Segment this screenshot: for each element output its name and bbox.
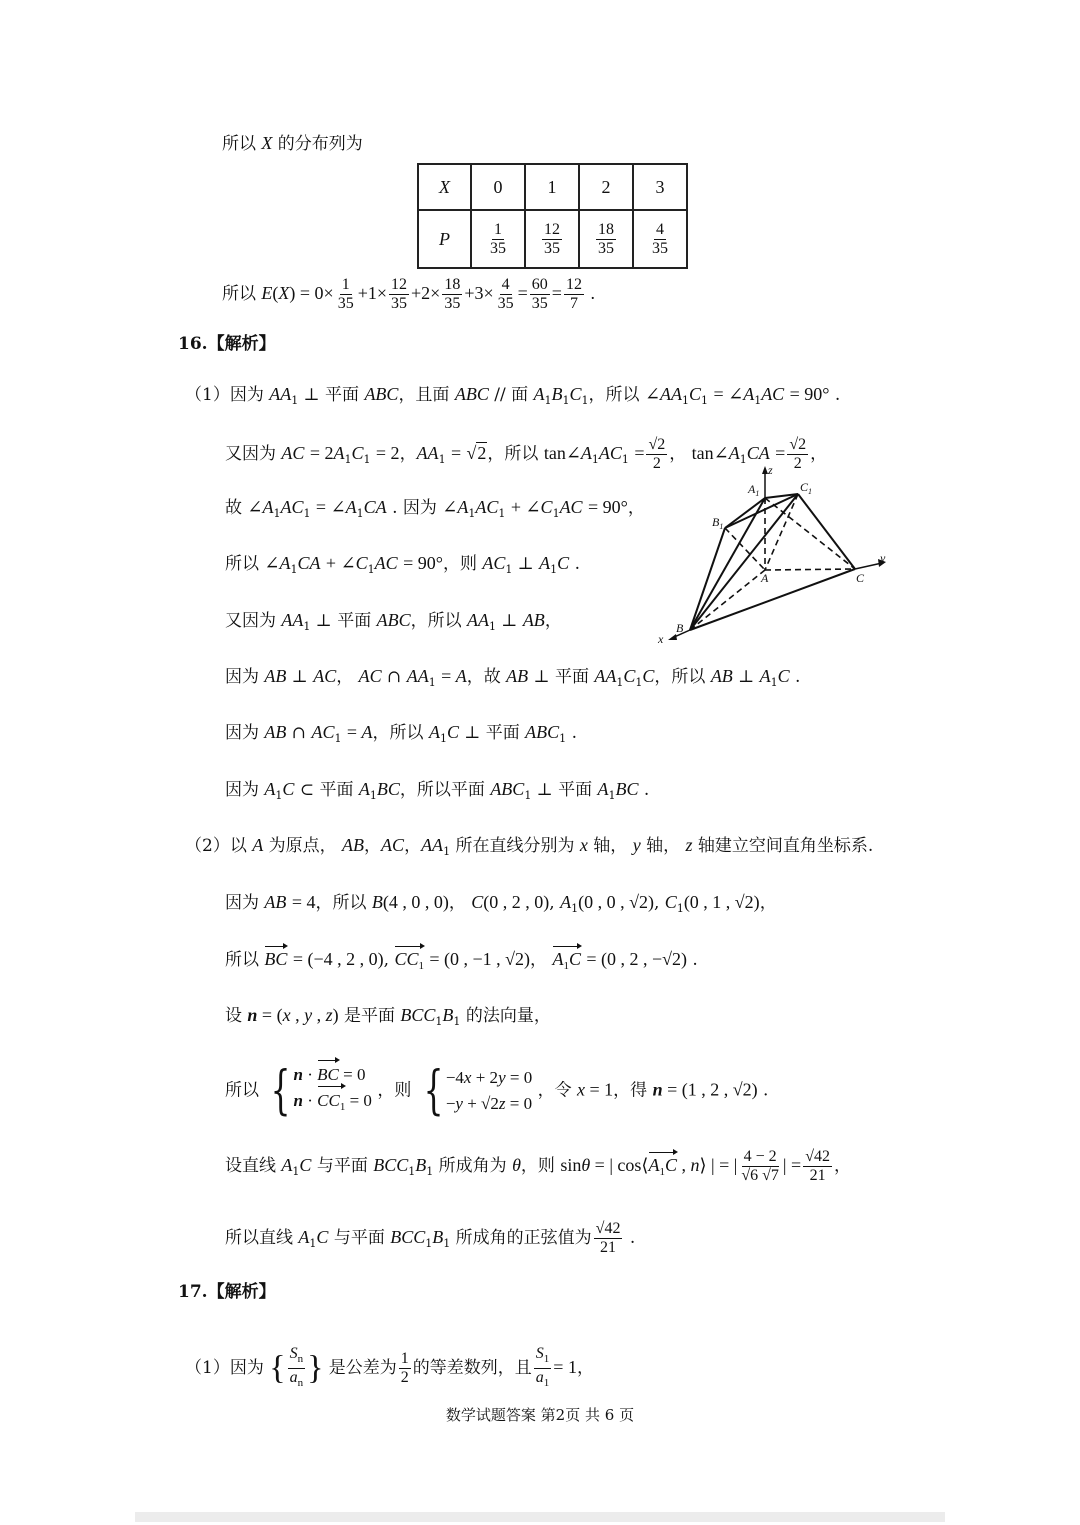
s16-line-6: 因为 AB ⊥ AC， AC ∩ $AA_1 = A$，故 AB ⊥ 平面 $AA_1C_1C$，所以 AB ⊥ $A_1C$ . [225,666,801,689]
table-x-1: 1 [525,164,579,210]
s16-line-7: 因为 AB ∩ $AC_1 = A$，所以 $A_1C$ ⊥ 平面 $ABC_1$ . [225,722,577,745]
s16-line-4: 所以 $\angle A_1CA$ + $\angle C_1AC = 90^\circ$，则 $AC_1$ ⊥ $A_1C$ . [225,553,580,576]
table-p-1: $\frac{12}{35}$ [525,210,579,268]
fig-label-c1: $C_1$ [800,480,813,496]
section-16-heading: 16.【解析】 [178,334,276,354]
s16-part2-line-2: 因为 AB = 4，所以 B(4 , 0 , 0)， C(0 , 2 , 0), $A_1(0$ , 0 , √2), $C_1(0$ , 1 , √2)， [225,892,777,915]
fig-label-a1: $A_1$ [748,482,760,498]
fig-label-y: y [880,551,886,565]
s16-line-1: （1）因为 $AA_1$ ⊥ 平面 ABC，且面 ABC // 面 $A_1B_1C_1$，所以 $\angle AA_1C_1$ = $\angle A_1AC = 90^\circ$ . [185,384,841,407]
table-x-0: 0 [471,164,525,210]
s16-line-8: 因为 $A_1C$ ⊂ 平面 $A_1BC$，所以平面 $ABC_1$ ⊥ 平面 $A_1BC$ . [225,779,650,802]
s16-line-5: 又因为 $AA_1$ ⊥ 平面 ABC，所以 $AA_1$ ⊥ AB， [225,610,562,633]
s16-part2-line-5: 所以 { n · BC = 0 $n \cdot CC_1 = 0$ ，则 { −4x + 2y = 0 −y + √2z = 0 ，令 x = 1，得 n = (1 , 2 , √2) . [225,1061,769,1121]
fig-label-z: z [768,463,773,477]
expectation-line: 所以 E(X) = 0× $\frac{1}{35}$ +1× $\frac{12}{35}$ +2× $\frac{18}{35}$ +3× $\frac{4}{35}$ = $\frac{60}{35}$ = $\frac{12}{7}$ . [222,276,595,312]
page-footer: 数学试题答案 第2页 共 6 页 [445,1406,635,1424]
table-p-label: P [418,210,471,268]
s16-part2-line-3: 所以 BC = (−4 , 2 , 0), $CC_1 = (0$ , −1 , √2)， $A_1C = (0$ , 2 , −√2) . [225,948,698,977]
s16-line-3: 故 $\angle A_1AC_1$ = $\angle A_1CA$ . 因为 $\angle A_1AC_1$ + $\angle C_1AC = 90^\circ$， [225,497,645,520]
s16-part2-line-7: 所以直线 $A_1C$ 与平面 $BCC_1B_1$ 所成角的正弦值为 $\frac{√42}{21}$ . [225,1220,636,1256]
table-x-label: X [418,164,471,210]
fig-label-c: C [856,571,865,585]
section-17-heading: 17.【解析】 [178,1282,276,1302]
table-p-2: $\frac{18}{35}$ [579,210,633,268]
table-x-2: 2 [579,164,633,210]
fig-label-b1: $B_1$ [712,515,724,531]
geometry-figure [650,462,900,650]
fig-label-a: A [761,571,769,585]
table-x-3: 3 [633,164,687,210]
s17-line-1: （1）因为 { $\frac{S_n}{a_n}$ } 是公差为 $\frac{1}{2}$ 的等差数列，且 $\frac{S_1}{a_1}$ = 1， [185,1345,594,1389]
intro-line: 所以 X 的分布列为 [222,133,363,154]
fig-label-x: x [658,632,664,646]
page-bottom-edge [135,1512,945,1522]
table-p-0: $\frac{1}{35}$ [471,210,525,268]
fig-label-b: B [676,621,684,635]
table-p-3: $\frac{4}{35}$ [633,210,687,268]
s16-part2-line-4: 设 n = (x , y , z) 是平面 $BCC_1B_1$ 的法向量， [225,1005,551,1028]
s16-part2-line-1: （2）以 A 为原点， AB，AC，$AA_1$ 所在直线分别为 x 轴， y 轴， z 轴建立空间直角坐标系. [185,835,874,858]
s16-part2-line-6: 设直线 $A_1C$ 与平面 $BCC_1B_1$ 所成角为 θ，则 sinθ = | $\cos⟨A_1C$ , n⟩ | = | $\frac{4 - 2}{√6 √7}$ | = $\frac{√42}{21}$ ， [225,1148,851,1184]
s16-line-2: 又因为 AC = $2A_1C_1 = 2$，$AA_1 = √2$，所以 $\tan\angle A_1AC_1$ = $\frac{√2}{2}$ ， $\tan\angle A_1CA$ = $\frac{√2}{2}$ ， [225,436,828,472]
distribution-table [417,163,688,269]
